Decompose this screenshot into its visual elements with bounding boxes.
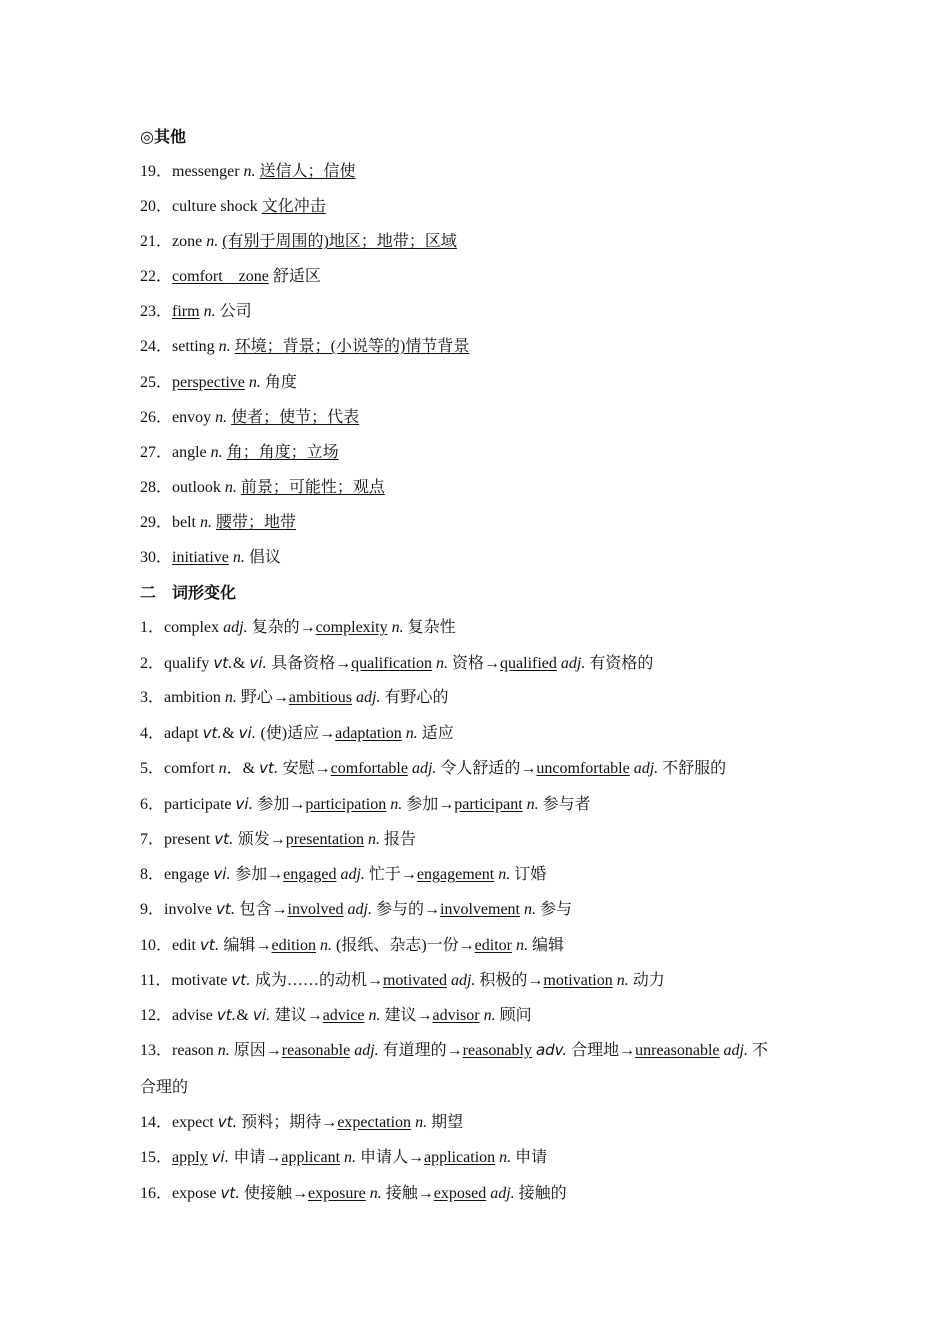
vocab-line (140, 829, 416, 850)
part-of-speech: n. (224, 479, 237, 496)
part-of-speech: n. (415, 1114, 428, 1131)
answer-text: involvement (440, 901, 520, 918)
line-text: 编辑→ (219, 937, 272, 954)
part-of-speech: n. (369, 1185, 382, 1202)
line-text: 27．angle (140, 444, 211, 461)
part-of-speech: n. (206, 233, 219, 250)
line-text: 订婚 (510, 866, 547, 883)
part-of-speech: n. (232, 549, 245, 566)
answer-text: 前景；可能性；观点 (240, 479, 385, 496)
answer-text: apply (172, 1149, 208, 1166)
part-of-speech: adj. (223, 619, 248, 636)
line-text: 资格→ (448, 655, 501, 672)
part-of-speech: vt. (214, 830, 234, 848)
line-text: 20．culture shock (140, 198, 262, 215)
vocab-line (140, 688, 448, 708)
answer-text: qualified (500, 655, 557, 672)
answer-text: editor (474, 937, 512, 954)
answer-text: qualification (351, 655, 432, 672)
part-of-speech: adj. (356, 689, 381, 706)
part-of-speech: n. (405, 725, 418, 742)
answer-text: initiative (172, 549, 229, 566)
answer-text: motivation (543, 972, 613, 989)
part-of-speech: n. (248, 374, 261, 391)
answer-text: 腰带；地带 (216, 514, 297, 531)
part-of-speech: n. (203, 303, 216, 320)
line-text: 13．reason (140, 1042, 218, 1059)
line-text: 舒适区 (268, 268, 321, 285)
part-of-speech: n. (436, 655, 448, 672)
line-text: 倡议 (244, 549, 281, 566)
answer-text: 角；角度；立场 (226, 444, 339, 461)
answer-text: participant (454, 796, 523, 813)
vocab-line (140, 408, 359, 428)
line-text: 接触的 (514, 1185, 567, 1202)
part-of-speech: vt. (216, 900, 236, 918)
part-of-speech: adv. (535, 1041, 568, 1059)
answer-text: comfort zone (172, 268, 269, 285)
line-text: & (232, 655, 250, 672)
answer-text: 文化冲击 (261, 198, 326, 215)
line-text: 合理的 (140, 1079, 189, 1096)
part-of-speech: vt. (216, 1006, 237, 1024)
part-of-speech: adj. (450, 972, 476, 989)
line-text: 建议→ (270, 1007, 323, 1024)
part-of-speech: n. (218, 338, 231, 355)
vocab-line (140, 128, 186, 148)
line-text: 成为……的动机→ (250, 972, 383, 989)
vocab-line (140, 443, 339, 463)
line-text: 3．ambition (140, 689, 225, 706)
line-text: 期望 (427, 1114, 464, 1131)
line-text: 角度 (260, 374, 297, 391)
vocab-line (140, 337, 469, 357)
part-of-speech: vi. (211, 1148, 230, 1166)
vocab-line (140, 584, 236, 604)
line-text: 14．expect (140, 1114, 218, 1131)
part-of-speech: vi. (252, 1006, 271, 1024)
line-text: 公司 (215, 303, 252, 320)
line-text: 8．engage (140, 866, 214, 883)
line-text: 建议→ (380, 1007, 433, 1024)
vocab-line (140, 548, 281, 568)
answer-text: ambitious (288, 689, 353, 706)
line-text: 动力 (628, 972, 665, 989)
part-of-speech: n. (526, 796, 539, 813)
answer-text: unreasonable (635, 1042, 720, 1059)
part-of-speech: n. (368, 1007, 381, 1024)
vocab-line (140, 162, 356, 182)
part-of-speech: adj. (490, 1185, 515, 1202)
part-of-speech: vt. (259, 759, 279, 777)
vocab-line (140, 723, 454, 744)
part-of-speech: vt. (220, 1184, 240, 1202)
vocab-line (140, 935, 564, 956)
part-of-speech: adj. (633, 760, 659, 777)
line-text: 4．adapt (140, 725, 203, 742)
answer-text: application (424, 1149, 496, 1166)
line-text: 复杂性 (403, 619, 456, 636)
vocab-line (140, 1112, 463, 1133)
line-text: 使接触→ (239, 1185, 308, 1202)
vocab-line (140, 1040, 768, 1061)
vocab-line (140, 267, 321, 287)
part-of-speech: vi. (235, 795, 254, 813)
line-text: 参与的→ (372, 901, 441, 918)
vocab-line (140, 794, 591, 815)
vocab-line (140, 1078, 188, 1098)
vocab-line (140, 899, 572, 920)
line-text: 积极的→ (475, 972, 544, 989)
answer-text: reasonably (462, 1042, 532, 1059)
line-text: 不舒服的 (658, 760, 727, 777)
line-text: 编辑 (527, 937, 564, 954)
line-text: 颁发→ (233, 831, 286, 848)
vocab-line (140, 197, 326, 217)
vocab-line (140, 302, 252, 322)
part-of-speech: n. (319, 937, 332, 954)
answer-text: expectation (337, 1114, 412, 1131)
line-text: 复杂的→ (247, 619, 316, 636)
line-text: & (222, 725, 239, 742)
answer-text: 环境；背景；(小说等的)情节背景 (234, 338, 470, 355)
line-text: 参与 (536, 901, 573, 918)
answer-text: complexity (315, 619, 388, 636)
line-text: 7．present (140, 831, 215, 848)
line-text: 安慰→ (278, 760, 331, 777)
part-of-speech: n. (515, 937, 528, 954)
part-of-speech: n. (217, 1042, 230, 1059)
part-of-speech: adj. (347, 901, 372, 918)
answer-text: edition (271, 937, 316, 954)
line-text: 野心→ (236, 689, 289, 706)
vocab-line (140, 232, 457, 252)
part-of-speech: n. (200, 514, 212, 531)
answer-text: 使者；使节；代表 (231, 409, 360, 426)
part-of-speech: n. (210, 444, 223, 461)
part-of-speech: vi. (213, 865, 232, 883)
line-text: 参与者 (538, 796, 591, 813)
line-text: 有道理的→ (378, 1042, 463, 1059)
line-text: 具备资格→ (267, 655, 352, 672)
line-text: (使)适应→ (256, 725, 336, 742)
line-text: 10．edit (140, 937, 200, 954)
answer-text: involved (287, 901, 344, 918)
answer-text: exposure (307, 1185, 366, 1202)
part-of-speech: vt. (200, 936, 220, 954)
line-text: & (236, 1007, 253, 1024)
answer-text: 送信人；信使 (259, 163, 356, 180)
line-text: 合理地→ (567, 1042, 636, 1059)
vocab-line (140, 758, 726, 779)
part-of-speech: adj. (340, 866, 365, 883)
line-text: 28．outlook (140, 479, 225, 496)
line-text: 6．participate (140, 796, 236, 813)
vocab-line (140, 653, 653, 674)
answer-text: comfortable (330, 760, 408, 777)
part-of-speech: vt. (231, 971, 251, 989)
line-text: 二 词形变化 (140, 585, 237, 602)
part-of-speech: n. (243, 163, 256, 180)
part-of-speech: n. (498, 866, 511, 883)
part-of-speech: n. (224, 689, 237, 706)
line-text: 24．setting (140, 338, 219, 355)
line-text: 包含→ (235, 901, 288, 918)
part-of-speech: n. (215, 409, 228, 426)
line-text: 30． (140, 549, 173, 566)
line-text: ．& (226, 760, 260, 777)
part-of-speech: n. (344, 1149, 357, 1166)
line-text: 原因→ (229, 1042, 282, 1059)
line-text: 参加→ (231, 866, 284, 883)
part-of-speech: vt. (202, 724, 223, 742)
part-of-speech: vt. (217, 1113, 238, 1131)
answer-text: firm (172, 303, 200, 320)
answer-text: participation (305, 796, 387, 813)
line-text: 适应 (417, 725, 454, 742)
line-text: 21．zone (140, 233, 207, 250)
line-text: 15． (140, 1149, 173, 1166)
line-text: 预料；期待→ (237, 1114, 338, 1131)
vocab-line (140, 373, 297, 393)
part-of-speech: adj. (354, 1042, 379, 1059)
answer-text: advice (322, 1007, 365, 1024)
line-text: 12．advise (140, 1007, 217, 1024)
line-text: 23． (140, 303, 173, 320)
answer-text: uncomfortable (536, 760, 630, 777)
vocab-line (140, 970, 665, 991)
vocab-line (140, 1005, 532, 1026)
vocab-line (140, 864, 546, 885)
answer-text: motivated (382, 972, 447, 989)
line-text: 不 (747, 1042, 768, 1059)
vocab-line (140, 618, 456, 638)
part-of-speech: adj. (723, 1042, 748, 1059)
answer-text: applicant (281, 1149, 341, 1166)
part-of-speech: n (218, 760, 227, 777)
line-text: 忙于→ (364, 866, 417, 883)
part-of-speech: adj. (411, 760, 437, 777)
vocab-line (140, 1147, 547, 1168)
line-text: 11．motivate (140, 972, 232, 989)
line-text: 参加→ (253, 796, 306, 813)
line-text: 接触→ (381, 1185, 434, 1202)
vocab-line (140, 478, 385, 498)
line-text: 申请→ (229, 1149, 282, 1166)
part-of-speech: vi. (238, 724, 257, 742)
line-text: 1．complex (140, 619, 224, 636)
line-text: 9．involve (140, 901, 216, 918)
line-text: 26．envoy (140, 409, 216, 426)
part-of-speech: vt. (213, 654, 233, 672)
line-text: 2．qualify (140, 655, 214, 672)
answer-text: perspective (172, 374, 245, 391)
answer-text: exposed (433, 1185, 487, 1202)
part-of-speech: adj. (560, 655, 586, 672)
line-text: 顾问 (495, 1007, 532, 1024)
part-of-speech: n. (616, 972, 629, 989)
line-text: 有野心的 (380, 689, 449, 706)
part-of-speech: n. (499, 1149, 512, 1166)
part-of-speech: vi. (249, 654, 268, 672)
part-of-speech: n. (524, 901, 536, 918)
answer-text: engaged (283, 866, 337, 883)
answer-text: (有别于周围的)地区；地带；区域 (222, 233, 457, 250)
answer-text: reasonable (281, 1042, 351, 1059)
part-of-speech: n. (367, 831, 380, 848)
line-text: 有资格的 (585, 655, 654, 672)
line-text: 报告 (379, 831, 416, 848)
line-text: 29．belt (140, 514, 200, 531)
line-text: 16．expose (140, 1185, 221, 1202)
part-of-speech: n. (391, 619, 404, 636)
answer-text: engagement (416, 866, 495, 883)
answer-text: adaptation (335, 725, 402, 742)
answer-text: presentation (285, 831, 364, 848)
line-text: 5．comfort (140, 760, 219, 777)
line-text: 22． (140, 268, 173, 285)
answer-text: advisor (432, 1007, 480, 1024)
vocab-line (140, 1183, 567, 1204)
line-text: 参加→ (402, 796, 455, 813)
line-text: 申请 (511, 1149, 548, 1166)
line-text: 令人舒适的→ (436, 760, 537, 777)
line-text: 19．messenger (140, 163, 244, 180)
line-text: (报纸、杂志)一份→ (331, 937, 475, 954)
part-of-speech: n. (390, 796, 403, 813)
line-text: 25． (140, 374, 173, 391)
vocab-line (140, 513, 296, 533)
line-text: 申请人→ (356, 1149, 425, 1166)
part-of-speech: n. (483, 1007, 496, 1024)
line-text: ◎其他 (140, 129, 186, 146)
